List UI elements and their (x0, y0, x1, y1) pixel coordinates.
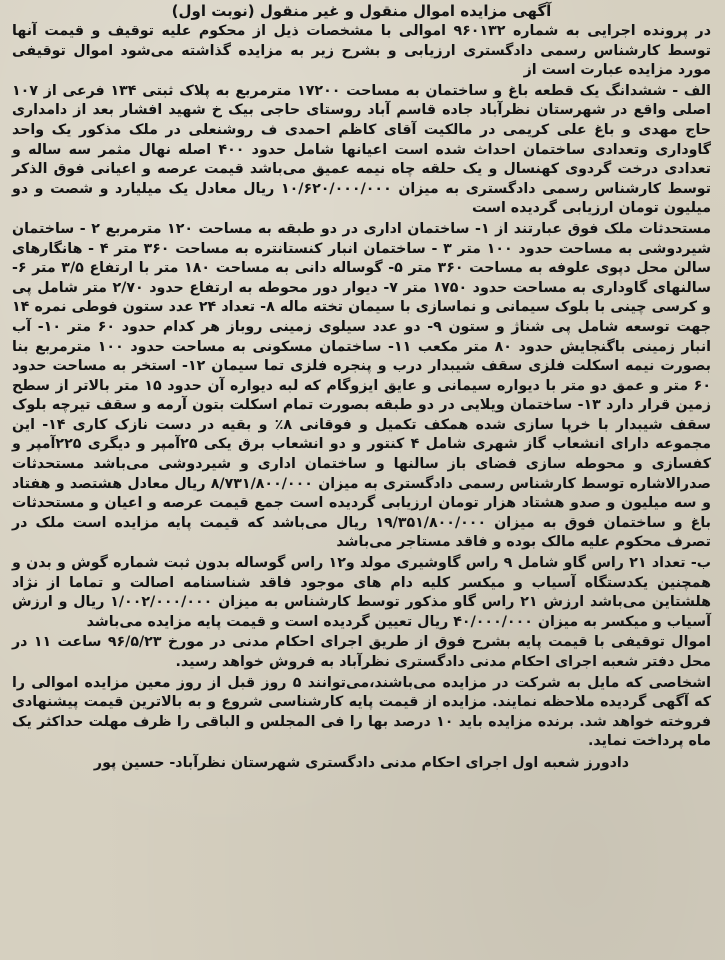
notice-signature: دادورز شعبه اول اجرای احکام مدنی دادگستری شهرستان نظرآباد- حسین پور (93, 754, 630, 771)
notice-item-be: ب- تعداد ۲۱ راس گاو شامل ۹ راس گاوشیری مولد و۱۲ راس گوساله بدون ثبت شماره گوش و بدن و همچنین یکدستگاه آسیاب و میکسر کلیه دام های موجود فاقد شناسنامه اصالت و تماما از نژاد هلشتاین می‌باشد ارزش ۲۱ راس گاو مذکور توسط کارشناس به میزان ۱/۰۰۲/۰۰۰/۰۰۰ ریال و ارزش آسیاب و میکسر به میزان ۴۰/۰۰۰/۰۰۰ ریال تعیین گردیده است و قیمت پایه مزایده می‌باشد (12, 555, 712, 630)
notice-conditions: اشخاصی که مایل به شرکت در مزایده می‌باشند،می‌توانند ۵ روز قبل از روز معین مزایده اموالی را که آگهی گردیده ملاحظه نمایند. مزایده از قیمت پایه کارشناسی شروع و به بالاترین قیمت پیشنهادی فروخته خواهد شد. برنده مزایده باید ۱۰ درصد بها را فی المجلس و الباقی را ظرف مهلت حداکثر یک ماه پرداخت نماید. (12, 674, 711, 750)
notice-item-alef: الف - ششدانگ یک قطعه باغ و ساختمان به مساحت ۱۷۲۰۰ مترمربع به پلاک ثبتی ۱۳۴ فرعی از ۱۰۷ اصلی واقع در شهرستان نظرآباد جاده قاسم آباد روستای حاجی بیک خ شهید افشار بعد از دامداری حاج مهدی و باغ علی کریمی در مالکیت آقای کاظم احمدی ف روشنعلی در ملک مذکور یک واحد گاوداری وتعدادی ساختمان احداث شده است اعیانها شامل حدود ۴۰۰ اصله نهال مثمر سه ساله و تعدادی درخت گردوی کهنسال و یک حلقه چاه نیمه عمیق می‌باشد قیمت عرصه و اعیانی فوق الذکر توسط کارشناس رسمی دادگستری به میزان ۱۰/۶۲۰/۰۰۰/۰۰۰ ریال معادل یک میلیارد و شصت و دو میلیون تومان ارزیابی گردیده است (12, 82, 711, 217)
notice-intro: در پرونده اجرایی به شماره ۹۶۰۱۳۲ اموالی با مشخصات ذیل از محکوم علیه توقیف و قیمت آنها توسط کارشناس رسمی دادگستری ارزیابی و بشرح زیر به مزایده گذاشته می‌شود اموال توقیفی مورد مزایده عبارت است از (12, 23, 711, 79)
notice-item-mostahdesat: مستحدثات ملک فوق عبارتند از ۱- ساختمان اداری در دو طبقه به مساحت ۱۲۰ مترمربع ۲ - ساختمان شیردوشی به مساحت حدود ۱۰۰ متر ۳ - ساختمان انبار کنستانتره به مساحت ۳۶۰ متر ۴ - هانگارهای سالن محل دپوی علوفه به مساحت ۳۶۰ متر ۵- گوساله دانی به مساحت ۱۸۰ متر با ارتفاع ۳/۵ متر ۶- سالنهای گاوداری به مساحت حدود ۱۷۵۰ متر ۷- دیوار دور محوطه به ارتفاع حدود ۲/۷۰ متر شامل پی و کرسی چینی با بلوک سیمانی و نماسازی با سیمان تخته ماله ۸- تعداد ۲۴ عدد ستون فوطی نمره ۱۴ جهت توسعه شامل پی شناژ و ستون ۹- دو عدد سیلوی زمینی روباز هر کدام حدود ۶۰ متر ۱۰- آب انبار زمینی باگنجایش حدود ۸۰ متر مکعب ۱۱- ساختمان مسکونی به مساحت حدود ۱۰۰ مترمربع بنا بصورت نیمه اسکلت فلزی سقف شیبدار درب و پنجره فلزی تما سیمان ۱۲- استخر به مساحت حدود ۶۰ متر و عمق دو متر با دیواره سیمانی و عایق ایزوگام که لبه دیواره آن حدود ۱۵ متر بالاتر از سطح زمین قرار دارد ۱۳- ساختمان ویلایی در دو طبقه بصورت تمام اسکلت بتون آرمه و سقف تیرچه بلوک سقف شیبدار با خرپا سازی شده همکف تکمیل و فوقانی ۸٪ و بقیه در دست نازک کاری ۱۴- این مجموعه دارای انشعاب گاز شهری شامل ۴ کنتور و دو انشعاب برق یکی ۲۵آمپر و دیگری ۲۲۵آمپر و کفسازی و محوطه سازی فضای باز سالنها و ساختمان اداری و شیردوشی می‌باشد مستحدثات صدرالاشاره توسط کارشناس رسمی دادگستری به میزان ۸/۷۳۱/۸۰۰/۰۰۰ ریال معادل هشتصد و هفتاد و سه میلیون و صدو هشتاد هزار تومان ارزیابی گردیده است جمع قیمت عرصه و اعیان و مستحدثات باغ و ساختمان فوق به میزان ۱۹/۳۵۱/۸۰۰/۰۰۰ ریال می‌باشد که قیمت پایه مزایده است ملک در تصرف محکوم علیه مالک بوده و فاقد مستاجر می‌باشد (12, 220, 712, 551)
notice-auction-time: اموال توقیفی با قیمت پایه بشرح فوق از طریق اجرای احکام مدنی در مورخ ۹۶/۵/۲۳ ساعت ۱۱ در محل دفتر شعبه اجرای احکام مدنی دادگستری نظرآباد به فروش خواهد رسید. (12, 634, 711, 670)
notice-title: آگهی مزایده اموال منقول و غیر منقول (نوبت اول) (171, 2, 552, 20)
